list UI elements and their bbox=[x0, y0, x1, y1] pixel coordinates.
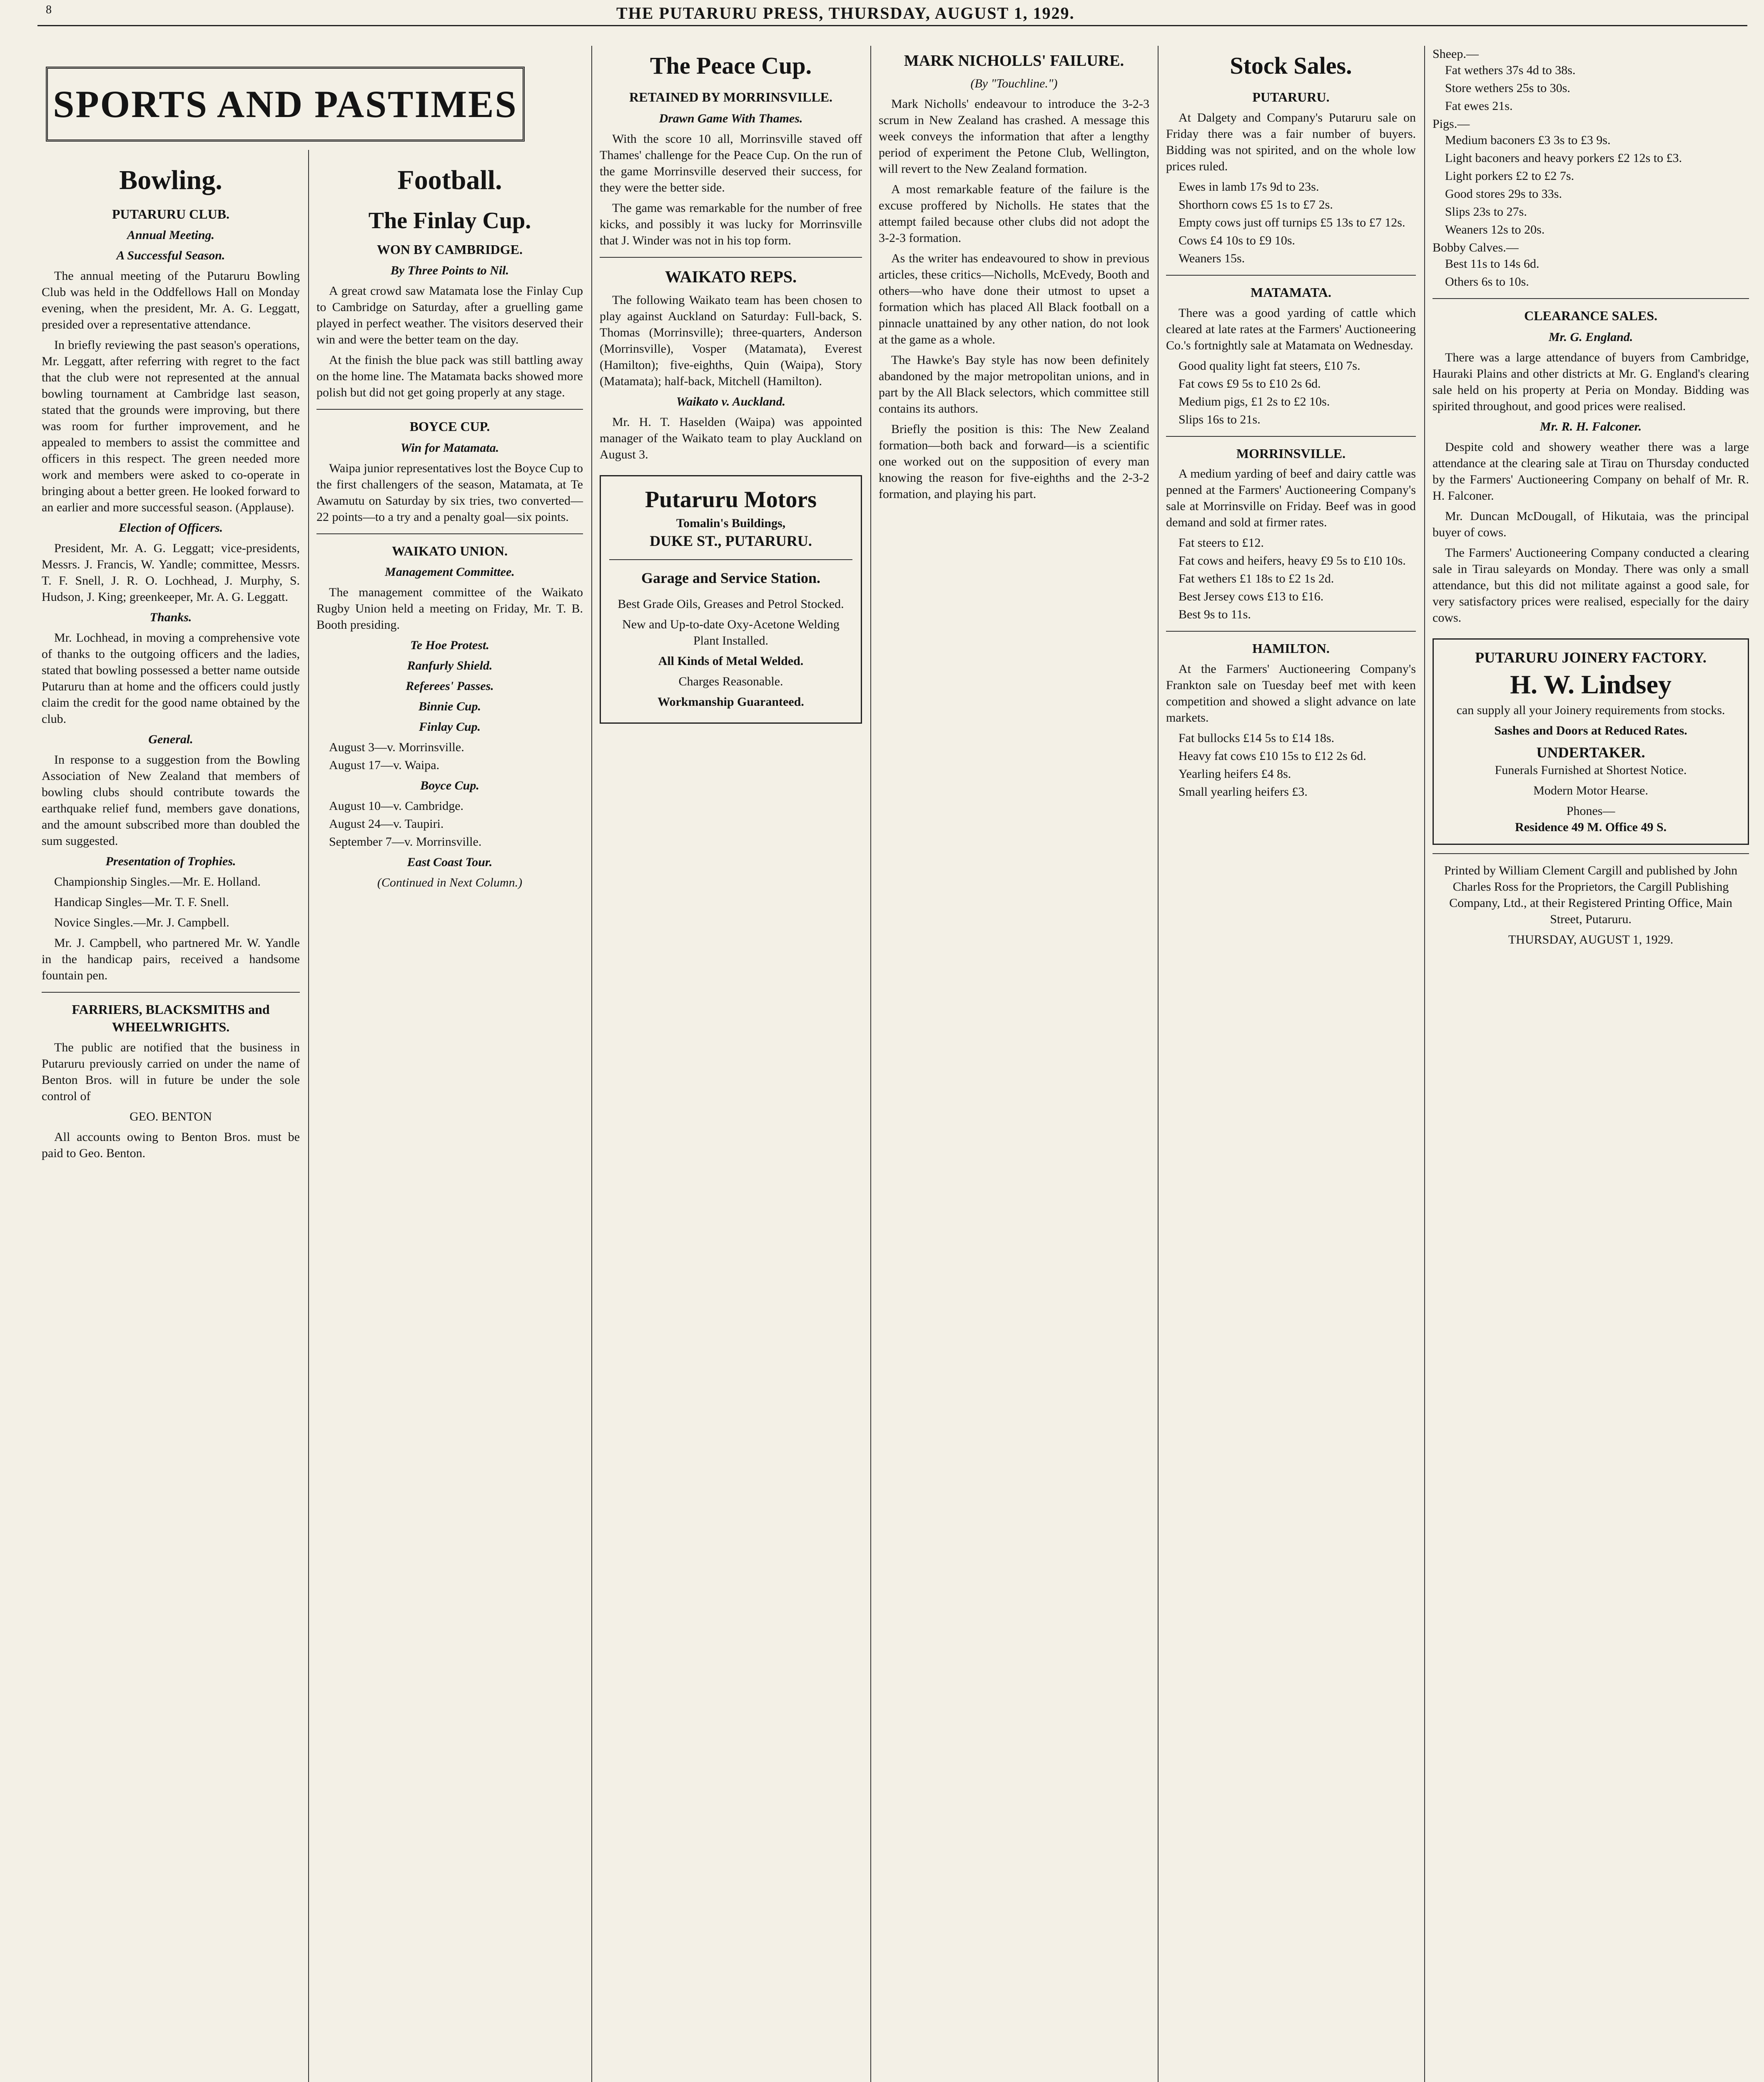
price-item: Fat cows £9 5s to £10 2s 6d. bbox=[1178, 376, 1321, 391]
peace-drawn: Drawn Game With Thames. bbox=[659, 111, 803, 125]
divider bbox=[316, 409, 583, 410]
nicholls-paragraph: A most remarkable feature of the failure is the excuse proffered by Nicholls. He states that the attempt failed because other clubs did not adopt the 3-2-3 formation. bbox=[879, 182, 1149, 245]
officers-text: President, Mr. A. G. Leggatt; vice-presidents, Messrs. J. Francis, W. Yandle; committee, Messrs. T. F. Snell, J. R. O. Lochhead, J. Murphy, S. Hudson, J. King; greenkeeper, Mr. A. G. Leggatt. bbox=[42, 541, 300, 604]
sheep-heading: Sheep.— bbox=[1433, 47, 1479, 61]
nicholls-column bbox=[879, 46, 1149, 506]
motors-line: New and Up-to-date Oxy-Acetone Welding Plant Installed. bbox=[622, 618, 840, 648]
divider bbox=[316, 533, 583, 534]
imprint-date: THURSDAY, AUGUST 1, 1929. bbox=[1508, 933, 1674, 947]
trophy-item: Novice Singles.—Mr. J. Campbell. bbox=[54, 916, 229, 930]
motors-line: All Kinds of Metal Welded. bbox=[658, 654, 804, 668]
stock-column bbox=[1166, 46, 1416, 802]
motors-building: Tomalin's Buildings, bbox=[676, 516, 786, 530]
column-rule bbox=[1158, 46, 1159, 2082]
price-item: Light baconers and heavy porkers £2 12s to £3. bbox=[1445, 151, 1682, 165]
section-banner: SPORTS AND PASTIMES bbox=[46, 67, 525, 142]
falconer-text: Despite cold and showery weather there was a large attendance at the clearing sale at Tirau on Thursday conducted by the Farmers' Auctioneering Company on behalf of Mr. R. H. Falconer. bbox=[1433, 440, 1749, 503]
column-rule bbox=[591, 46, 592, 2082]
calves-prices bbox=[1433, 256, 1749, 290]
boyce-fixtures-heading: Boyce Cup. bbox=[420, 779, 479, 793]
matamata-prices bbox=[1166, 358, 1416, 428]
bowling-title: Bowling. bbox=[119, 165, 222, 195]
motors-line: Workmanship Guaranteed. bbox=[658, 695, 804, 709]
page-number: 8 bbox=[46, 3, 52, 16]
pigs-prices bbox=[1433, 132, 1749, 238]
boyce-text: Waipa junior representatives lost the Boyce Cup to the first challengers of the season, Matamata, at Te Awamutu on Saturday by six tries, two converted—22 points—to a try and a penalty goal—six points. bbox=[316, 461, 583, 524]
price-item: Fat bullocks £14 5s to £14 18s. bbox=[1178, 731, 1335, 745]
undertaker-heading: UNDERTAKER. bbox=[1536, 744, 1645, 761]
price-item: Good stores 29s to 33s. bbox=[1445, 187, 1562, 201]
farmers-text: The Farmers' Auctioneering Company conducted a clearing sale in Tirau saleyards on Monday. There was only a small attendance, but this did not militate against a good sale, for very satisfactory prices were realised, especially for the dairy cows. bbox=[1433, 545, 1749, 625]
motors-advert bbox=[600, 475, 862, 724]
nicholls-byline: (By "Touchline.") bbox=[970, 77, 1058, 91]
price-item: Empty cows just off turnips £5 13s to £7 12s. bbox=[1178, 215, 1405, 229]
price-item: Ewes in lamb 17s 9d to 23s. bbox=[1178, 179, 1319, 194]
referees-heading: Referees' Passes. bbox=[406, 679, 494, 693]
hamilton-text: At the Farmers' Auctioneering Company's Frankton sale on Tuesday beef met with keen competition and showed a slight advance on late markets. bbox=[1166, 662, 1416, 725]
reps-title: WAIKATO REPS. bbox=[665, 267, 797, 286]
divider bbox=[1433, 853, 1749, 854]
football-column bbox=[316, 158, 583, 895]
price-item: Others 6s to 10s. bbox=[1445, 275, 1529, 289]
price-item: Fat wethers £1 18s to £2 1s 2d. bbox=[1178, 572, 1334, 586]
trophy-item: Championship Singles.—Mr. E. Holland. bbox=[54, 875, 261, 889]
morrinsville-text: A medium yarding of beef and dairy cattle was penned at the Farmers' Auctioneering Company's sale at Morrinsville on Friday. Beef was in good demand and sold at firmer rates. bbox=[1166, 467, 1416, 530]
price-item: Slips 16s to 21s. bbox=[1178, 412, 1261, 426]
trophy-item: Handicap Singles—Mr. T. F. Snell. bbox=[54, 895, 229, 909]
binnie-heading: Binnie Cup. bbox=[418, 700, 481, 714]
finlay-fixtures-heading: Finlay Cup. bbox=[419, 720, 481, 734]
price-item: Good quality light fat steers, £10 7s. bbox=[1178, 359, 1360, 373]
motors-line: Charges Reasonable. bbox=[678, 675, 783, 689]
farriers-title: FARRIERS, BLACKSMITHS and WHEELWRIGHTS. bbox=[72, 1002, 270, 1034]
england-heading: Mr. G. England. bbox=[1548, 330, 1633, 344]
motors-line: Best Grade Oils, Greases and Petrol Stocked. bbox=[618, 597, 844, 611]
hamilton-heading: HAMILTON. bbox=[1252, 641, 1330, 656]
trophies-heading: Presentation of Trophies. bbox=[105, 854, 236, 869]
calves-heading: Bobby Calves.— bbox=[1433, 241, 1519, 254]
price-item: Fat cows and heifers, heavy £9 5s to £10 10s. bbox=[1178, 554, 1406, 568]
price-item: Yearling heifers £4 8s. bbox=[1178, 767, 1291, 781]
peace-retained: RETAINED BY MORRINSVILLE. bbox=[629, 90, 833, 105]
price-item: Best 11s to 14s 6d. bbox=[1445, 257, 1540, 271]
morrinsville-heading: MORRINSVILLE. bbox=[1236, 446, 1346, 461]
auckland-text: Mr. H. T. Haselden (Waipa) was appointed manager of the Waikato team to play Auckland on August 3. bbox=[600, 415, 862, 461]
price-item: Heavy fat cows £10 15s to £12 2s 6d. bbox=[1178, 749, 1366, 763]
matamata-heading: MATAMATA. bbox=[1250, 284, 1332, 300]
nicholls-paragraph: Mark Nicholls' endeavour to introduce the 3-2-3 scrum in New Zealand has crashed. A message this week conveys the information that after a lengthy period of experiment the Petone Club, Wellington, will revert to the New Zealand formation. bbox=[879, 97, 1149, 176]
fixture-item: August 10—v. Cambridge. bbox=[329, 799, 464, 813]
price-item: Best Jersey cows £13 to £16. bbox=[1178, 590, 1324, 604]
joinery-line: Sashes and Doors at Reduced Rates. bbox=[1494, 723, 1687, 737]
continued-note: (Continued in Next Column.) bbox=[377, 876, 523, 890]
sheep-prices bbox=[1433, 62, 1749, 114]
thanks-heading: Thanks. bbox=[149, 610, 192, 625]
reps-text: The following Waikato team has been chosen to play against Auckland on Saturday: Full-back, S. Thomas (Morrinsville); three-quarters, Anderson (Morrinsville), Vosper (Matamata), Everest (Hamilton); five-eighths, Quin (Waipa), Story (Matamata); half-back, Mitchell (Hamilton). bbox=[600, 293, 862, 388]
putaruru-prices bbox=[1166, 179, 1416, 266]
ranfurly-heading: Ranfurly Shield. bbox=[407, 659, 493, 673]
column-rule bbox=[870, 46, 871, 2082]
divider bbox=[600, 257, 862, 258]
nicholls-title: MARK NICHOLLS' FAILURE. bbox=[904, 52, 1124, 70]
farriers-footer: All accounts owing to Benton Bros. must be paid to Geo. Benton. bbox=[42, 1130, 300, 1160]
motors-name: Putaruru Motors bbox=[645, 486, 817, 513]
price-item: Fat steers to £12. bbox=[1178, 536, 1264, 550]
finlay-margin: By Three Points to Nil. bbox=[390, 264, 509, 278]
bowling-column bbox=[42, 158, 300, 1166]
falconer-heading: Mr. R. H. Falconer. bbox=[1540, 419, 1642, 433]
mcdougall-text: Mr. Duncan McDougall, of Hikutaia, was the principal buyer of cows. bbox=[1433, 509, 1749, 539]
phones-label: Phones— bbox=[1566, 804, 1615, 818]
divider bbox=[42, 992, 300, 993]
price-item: Small yearling heifers £3. bbox=[1178, 784, 1308, 799]
auckland-heading: Waikato v. Auckland. bbox=[676, 394, 786, 408]
finlay-result: WON BY CAMBRIDGE. bbox=[377, 242, 523, 257]
fixture-item: August 24—v. Taupiri. bbox=[329, 817, 444, 831]
price-item: Cows £4 10s to £9 10s. bbox=[1178, 233, 1296, 247]
stock-title: Stock Sales. bbox=[1230, 52, 1352, 79]
price-item: Fat ewes 21s. bbox=[1445, 99, 1513, 113]
top-rule bbox=[37, 25, 1747, 26]
boyce-sub: Win for Matamata. bbox=[400, 441, 499, 455]
imprint-text: Printed by William Clement Cargill and published by John Charles Ross for the Proprietors, the Cargill Publishing Company, Ltd., at their Registered Printing Office, Main Street, Putaruru. bbox=[1444, 864, 1738, 926]
column-rule bbox=[308, 150, 309, 2082]
price-item: Slips 23s to 27s. bbox=[1445, 205, 1527, 219]
finlay-fixtures bbox=[316, 739, 583, 773]
thanks-text: Mr. Lochhead, in moving a comprehensive vote of thanks to the outgoing officers and the ladies, stated that bowling possessed a better name outside Putaruru than at home and the officers could justly claim the credit for the good name obtained by the club. bbox=[42, 631, 300, 726]
motors-station: Garage and Service Station. bbox=[641, 569, 820, 586]
divider bbox=[609, 559, 852, 560]
price-item: Medium baconers £3 3s to £3 9s. bbox=[1445, 133, 1611, 147]
peace-title: The Peace Cup. bbox=[650, 52, 812, 79]
farriers-text: The public are notified that the business in Putaruru previously carried on under the name of Benton Bros. will in future be under the sole control of bbox=[42, 1040, 300, 1103]
football-title: Football. bbox=[397, 165, 502, 195]
football-paragraph: At the finish the blue pack was still battling away on the home line. The Matamata backs showed more polish but did not get going properly at any stage. bbox=[316, 353, 583, 400]
union-title: WAIKATO UNION. bbox=[392, 543, 508, 558]
lindsey-name: H. W. Lindsey bbox=[1510, 670, 1672, 700]
peace-column bbox=[600, 46, 862, 724]
fixture-item: August 3—v. Morrinsville. bbox=[329, 740, 464, 755]
benton-name: GEO. BENTON bbox=[130, 1109, 212, 1123]
masthead: THE PUTARURU PRESS, THURSDAY, AUGUST 1, 1929. bbox=[616, 4, 1075, 22]
joinery-line: Funerals Furnished at Shortest Notice. bbox=[1495, 763, 1687, 777]
nicholls-paragraph: The Hawke's Bay style has now been definitely abandoned by the major metropolitan unions, and in part by the All Black selectors, which committee still contains its authors. bbox=[879, 353, 1149, 416]
price-item: Best 9s to 11s. bbox=[1178, 608, 1251, 622]
finlay-cup-title: The Finlay Cup. bbox=[368, 207, 531, 234]
fixture-item: August 17—v. Waipa. bbox=[329, 758, 440, 772]
season-heading: A Successful Season. bbox=[116, 249, 225, 263]
eastcoast-heading: East Coast Tour. bbox=[407, 855, 493, 869]
nicholls-paragraph: Briefly the position is this: The New Zealand formation—both back and forward—is a scientific one worked out on the supposition of every man knowing the reason for five-eighths and the 2-3-2 formation, and playing his part. bbox=[879, 422, 1149, 501]
union-text: The management committee of the Waikato Rugby Union held a meeting on Friday, Mr. T. B. Booth presiding. bbox=[316, 585, 583, 632]
price-item: Light porkers £2 to £2 7s. bbox=[1445, 169, 1574, 183]
trophy-item: Mr. J. Campbell, who partnered Mr. W. Yandle in the handicap pairs, received a handsome fountain pen. bbox=[42, 936, 300, 983]
divider bbox=[1166, 631, 1416, 632]
officers-heading: Election of Officers. bbox=[118, 521, 223, 535]
fixture-item: September 7—v. Morrinsville. bbox=[329, 835, 482, 849]
meeting-heading: Annual Meeting. bbox=[127, 228, 215, 242]
club-heading: PUTARURU CLUB. bbox=[112, 206, 230, 222]
hamilton-prices bbox=[1166, 730, 1416, 800]
price-item: Shorthorn cows £5 1s to £7 2s. bbox=[1178, 197, 1333, 212]
tehoe-heading: Te Hoe Protest. bbox=[410, 638, 489, 652]
bowling-paragraph: The annual meeting of the Putaruru Bowling Club was held in the Oddfellows Hall on Monday evening, when the president, Mr. A. G. Leggatt, presided over a representative attendance. bbox=[42, 269, 300, 332]
pigs-heading: Pigs.— bbox=[1433, 117, 1470, 131]
morrinsville-prices bbox=[1166, 535, 1416, 623]
peace-paragraph: With the score 10 all, Morrinsville staved off Thames' challenge for the Peace Cup. On the run of the game Morrinsville deserved their success, for they were the better side. bbox=[600, 132, 862, 194]
divider bbox=[1433, 298, 1749, 299]
price-item: Weaners 12s to 20s. bbox=[1445, 223, 1545, 237]
clearance-column bbox=[1433, 46, 1749, 948]
boyce-fixtures bbox=[316, 798, 583, 850]
nicholls-paragraph: As the writer has endeavoured to show in previous articles, these critics—Nicholls, McEvedy, Booth and others—who have done their utmost to upset a formation which has placed All Black football on a pinnacle unattained by any other nation, do not look at the game as a whole. bbox=[879, 252, 1149, 347]
bowling-paragraph: In briefly reviewing the past season's operations, Mr. Leggatt, after referring with regret to the fact that the club were not represented at the annual bowling tournament at Cambridge last season, stated that the grounds were improving, but there was room for further improvement, and he appealed to members to assist the committee and officers in this respect. The green needed more work and members were asked to co-operate in bringing about a better green. He looked forward to an earlier and more successful season. (Applause). bbox=[42, 338, 300, 515]
price-item: Medium pigs, £1 2s to £2 10s. bbox=[1178, 394, 1330, 408]
joinery-title: PUTARURU JOINERY FACTORY. bbox=[1475, 649, 1707, 666]
england-text: There was a large attendance of buyers from Cambridge, Hauraki Plains and other districts at Mr. G. England's clearing sale held on his property at Peria on Monday. Bidding was spirited throughout, and good prices were realised. bbox=[1433, 350, 1749, 413]
general-text: In response to a suggestion from the Bowling Association of New Zealand that members of bowling clubs should contribute towards the earthquake relief fund, members gave donations, and the amount subscribed more than doubled the sum suggested. bbox=[42, 753, 300, 848]
joinery-line: Modern Motor Hearse. bbox=[1533, 784, 1648, 798]
union-sub: Management Committee. bbox=[385, 565, 515, 579]
general-heading: General. bbox=[148, 732, 193, 747]
putaruru-heading: PUTARURU. bbox=[1252, 90, 1330, 105]
divider bbox=[1166, 275, 1416, 276]
price-item: Weaners 15s. bbox=[1178, 251, 1245, 265]
matamata-text: There was a good yarding of cattle which cleared at late rates at the Farmers' Auctioneering Co.'s fortnightly sale at Matamata on Wednesday. bbox=[1166, 306, 1416, 352]
joinery-line: can supply all your Joinery requirements from stocks. bbox=[1456, 703, 1725, 717]
price-item: Store wethers 25s to 30s. bbox=[1445, 81, 1570, 95]
boyce-title: BOYCE CUP. bbox=[409, 419, 490, 434]
column-rule bbox=[1424, 46, 1425, 2082]
joinery-advert bbox=[1433, 638, 1749, 845]
divider bbox=[1166, 436, 1416, 437]
price-item: Fat wethers 37s 4d to 38s. bbox=[1445, 63, 1576, 77]
motors-street: DUKE ST., PUTARURU. bbox=[650, 532, 812, 549]
football-paragraph: A great crowd saw Matamata lose the Finlay Cup to Cambridge on Saturday, after a gruelling game played in perfect weather. The visitors deserved their win and were the better team on the day. bbox=[316, 284, 583, 347]
putaruru-text: At Dalgety and Company's Putaruru sale on Friday there was a fair number of buyers. Bidding was not spirited, and on the whole low prices ruled. bbox=[1166, 110, 1416, 173]
clearance-title: CLEARANCE SALES. bbox=[1524, 308, 1658, 323]
phone-numbers: Residence 49 M. Office 49 S. bbox=[1515, 820, 1667, 834]
peace-paragraph: The game was remarkable for the number of free kicks, and possibly it was lucky for Morrinsville that J. Winder was not in his top form. bbox=[600, 201, 862, 247]
